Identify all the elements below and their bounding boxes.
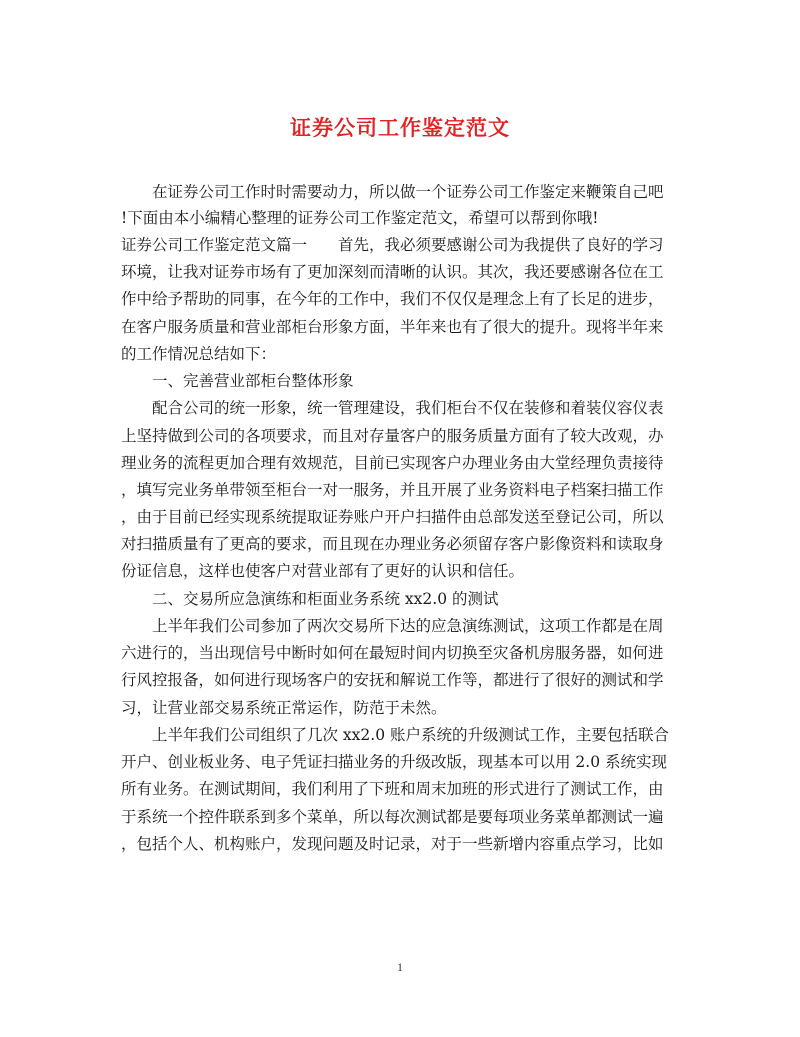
text-line: 环境，让我对证券市场有了更加深刻而清晰的认识。其次，我还要感谢各位在工 (121, 263, 664, 281)
text-line: ，由于目前已经实现系统提取证券账户开户扫描件由总部发送至登记公司，所以 (121, 508, 664, 526)
section-heading: 二、交易所应急演练和柜面业务系统 xx2.0 的测试 (121, 590, 499, 608)
document-title: 证券公司工作鉴定范文 (290, 115, 510, 140)
text-line: 行风控报备，如何进行现场客户的安抚和解说工作等，都进行了很好的测试和学 (121, 671, 664, 689)
text-line: 开户、创业板业务、电子凭证扫描业务的升级改版，现基本可以用 2.0 系统实现 (121, 753, 668, 771)
text-line: ，包括个人、机构账户，发现问题及时记录，对于一些新增内容重点学习，比如 (121, 835, 664, 853)
text-line: 的工作情况总结如下： (121, 345, 277, 363)
text-line: 对扫描质量有了更高的要求，而且现在办理业务必须留存客户影像资料和读取身 (121, 535, 664, 553)
text-line: ，填写完业务单带领至柜台一对一服务，并且开展了业务资料电子档案扫描工作 (121, 481, 664, 499)
text-line: 在客户服务质量和营业部柜台形象方面，半年来也有了很大的提升。现将半年来 (121, 318, 664, 336)
text-line: 在证券公司工作时时需要动力，所以做一个证券公司工作鉴定来鞭策自己吧 (121, 183, 664, 201)
text-line: 理业务的流程更加合理有效规范，目前已实现客户办理业务由大堂经理负责接待 (121, 454, 664, 472)
text-line: 份证信息，这样也使客户对营业部有了更好的认识和信任。 (121, 562, 525, 580)
text-line: 习，让营业部交易系统正常运作，防范于未然。 (121, 699, 447, 717)
text-line: 证券公司工作鉴定范文篇一 首先，我必须要感谢公司为我提供了良好的学习 (121, 236, 664, 254)
text-line: 六进行的，当出现信号中断时如何在最短时间内切换至灾备机房服务器，如何进 (121, 644, 664, 662)
text-line: !下面由本小编精心整理的证券公司工作鉴定范文，希望可以帮到你哦! (121, 209, 599, 227)
text-line: 于系统一个控件联系到多个菜单，所以每次测试都是要每项业务菜单都测试一遍 (121, 808, 664, 826)
text-line: 作中给予帮助的同事，在今年的工作中，我们不仅仅是理念上有了长足的进步， (121, 290, 664, 308)
text-line: 配合公司的统一形象，统一管理建设，我们柜台不仅在装修和着装仪容仪表 (121, 399, 664, 417)
text-line: 上坚持做到公司的各项要求，而且对存量客户的服务质量方面有了较大改观，办 (121, 427, 664, 445)
text-line: 上半年我们公司参加了两次交易所下达的应急演练测试，这项工作都是在周 (121, 617, 664, 635)
page-number: 1 (397, 960, 403, 974)
text-line: 所有业务。在测试期间，我们利用了下班和周末加班的形式进行了测试工作，由 (121, 780, 664, 798)
section-heading: 一、完善营业部柜台整体形象 (121, 372, 354, 390)
text-line: 上半年我们公司组织了几次 xx2.0 账户系统的升级测试工作，主要包括联合 (121, 726, 669, 744)
